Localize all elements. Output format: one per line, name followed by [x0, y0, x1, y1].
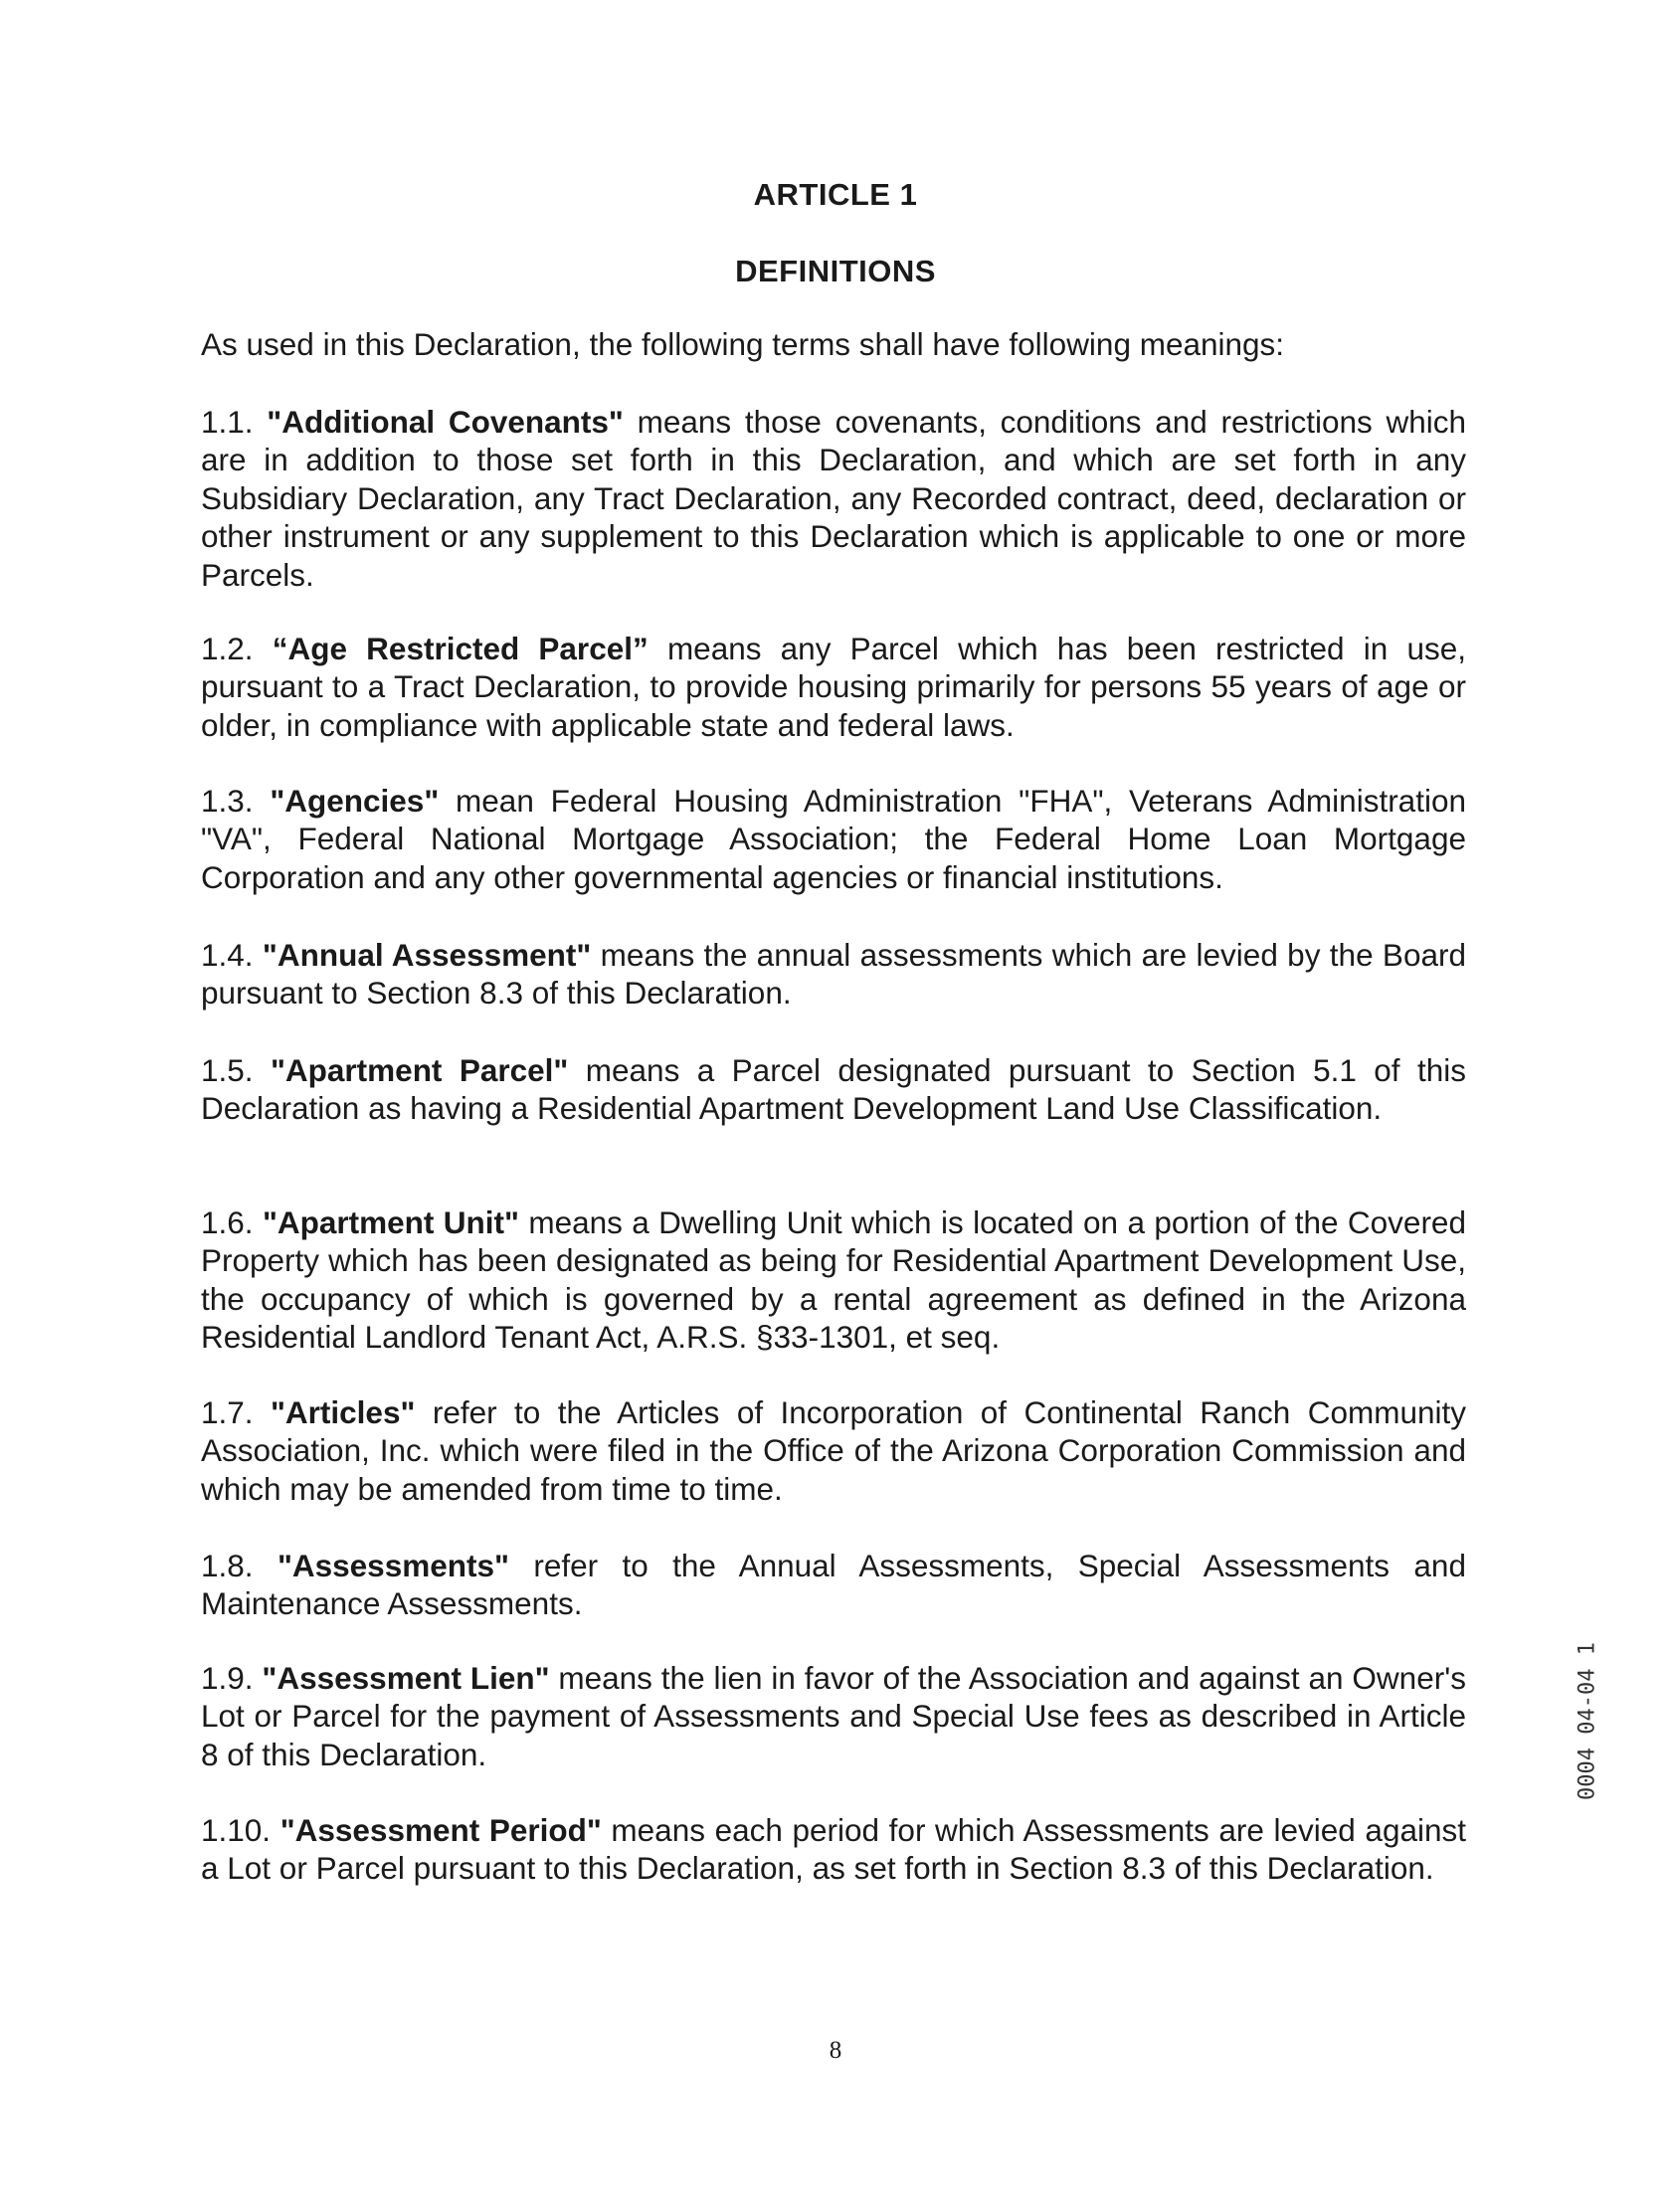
definition-item: [201, 403, 1466, 594]
definition-item: [201, 1659, 1466, 1773]
definition-item: [201, 630, 1466, 744]
definition-number: 1.1.: [201, 404, 254, 440]
definition-term: “Age Restricted Parcel”: [272, 631, 649, 666]
definition-item: [201, 782, 1466, 896]
margin-stamp-text: 0004 04-04 1: [1575, 1642, 1600, 1800]
definition-number: 1.2.: [201, 631, 254, 666]
definition-number: 1.6.: [201, 1204, 254, 1240]
definition-item: [201, 936, 1466, 1013]
definition-text: means any Parcel which has been restricted in use, pursuant to a Tract Declaration, to provide housing primarily for persons 55 years of age or older, in compliance with applicable state and federal laws.: [201, 631, 1466, 743]
definition-text: means a Parcel designated pursuant to Section 5.1 of this Declaration as having a Residential Apartment Development Land Use Classification.: [201, 1052, 1466, 1127]
definition-term: "Assessment Period": [279, 1812, 602, 1848]
definition-number: 1.7.: [201, 1394, 254, 1430]
definition-item: [201, 1203, 1466, 1357]
definition-number: 1.10.: [201, 1812, 272, 1848]
definition-term: "Assessments": [277, 1548, 509, 1583]
definition-number: 1.3.: [201, 783, 254, 819]
definition-term: "Apartment Parcel": [270, 1052, 569, 1088]
article-heading: ARTICLE 1: [753, 177, 918, 212]
definition-item: [201, 1547, 1466, 1623]
definition-item: [201, 1811, 1466, 1888]
definition-number: 1.4.: [201, 937, 254, 973]
definition-item: [201, 1393, 1466, 1508]
definition-text: means the annual assessments which are levied by the Board pursuant to Section 8.3 of this Declaration.: [201, 937, 1466, 1012]
definition-term: "Annual Assessment": [262, 937, 592, 973]
intro-paragraph: As used in this Declaration, the following terms shall have following meanings:: [201, 326, 1285, 362]
definition-term: "Agencies": [270, 783, 440, 819]
definition-text: means those covenants, conditions and restrictions which are in addition to those set forth in this Declaration, and which are set forth in any Subsidiary Declaration, any Tract Declaration, any Recorded contract, deed, declaration or other instrument or any supplement to this Declaration which is applicable to one or more Parcels.: [201, 404, 1466, 593]
definition-text: means a Dwelling Unit which is located on a portion of the Covered Property which has been designated as being for Residential Apartment Development Use, the occupancy of which is governed by a rental agreement as defined in the Arizona Residential Landlord Tenant Act, A.R.S. §33-1301, et seq.: [201, 1204, 1466, 1356]
definition-term: "Assessment Lien": [262, 1660, 550, 1696]
definition-text: means each period for which Assessments are levied against a Lot or Parcel pursuant to this Declaration, as set forth in Section 8.3 of this Declaration.: [201, 1812, 1466, 1887]
definition-term: "Additional Covenants": [267, 404, 624, 440]
definition-text: means the lien in favor of the Association and against an Owner's Lot or Parcel for the payment of Assessments and Special Use fees as described in Article 8 of this Declaration.: [201, 1660, 1466, 1772]
definition-number: 1.8.: [201, 1548, 254, 1583]
definition-text: refer to the Articles of Incorporation of Continental Ranch Community Association, Inc. which were filed in the Office of the Arizona Corporation Commission and which may be amended from time to time.: [201, 1394, 1466, 1507]
definition-number: 1.9.: [201, 1660, 254, 1696]
section-title: DEFINITIONS: [735, 254, 936, 288]
definition-number: 1.5.: [201, 1052, 254, 1088]
definition-term: "Articles": [270, 1394, 416, 1430]
definition-text: mean Federal Housing Administration "FHA", Veterans Administration "VA", Federal National Mortgage Association; the Federal Home Loan Mortgage Corporation and any other governmental agencies or financial institutions.: [201, 783, 1466, 895]
definition-item: [201, 1051, 1466, 1128]
definition-term: "Apartment Unit": [262, 1204, 519, 1240]
definition-text: refer to the Annual Assessments, Special Assessments and Maintenance Assessments.: [201, 1548, 1466, 1622]
page-number: 8: [829, 2037, 842, 2064]
margin-stamp: [1568, 1560, 1607, 1878]
